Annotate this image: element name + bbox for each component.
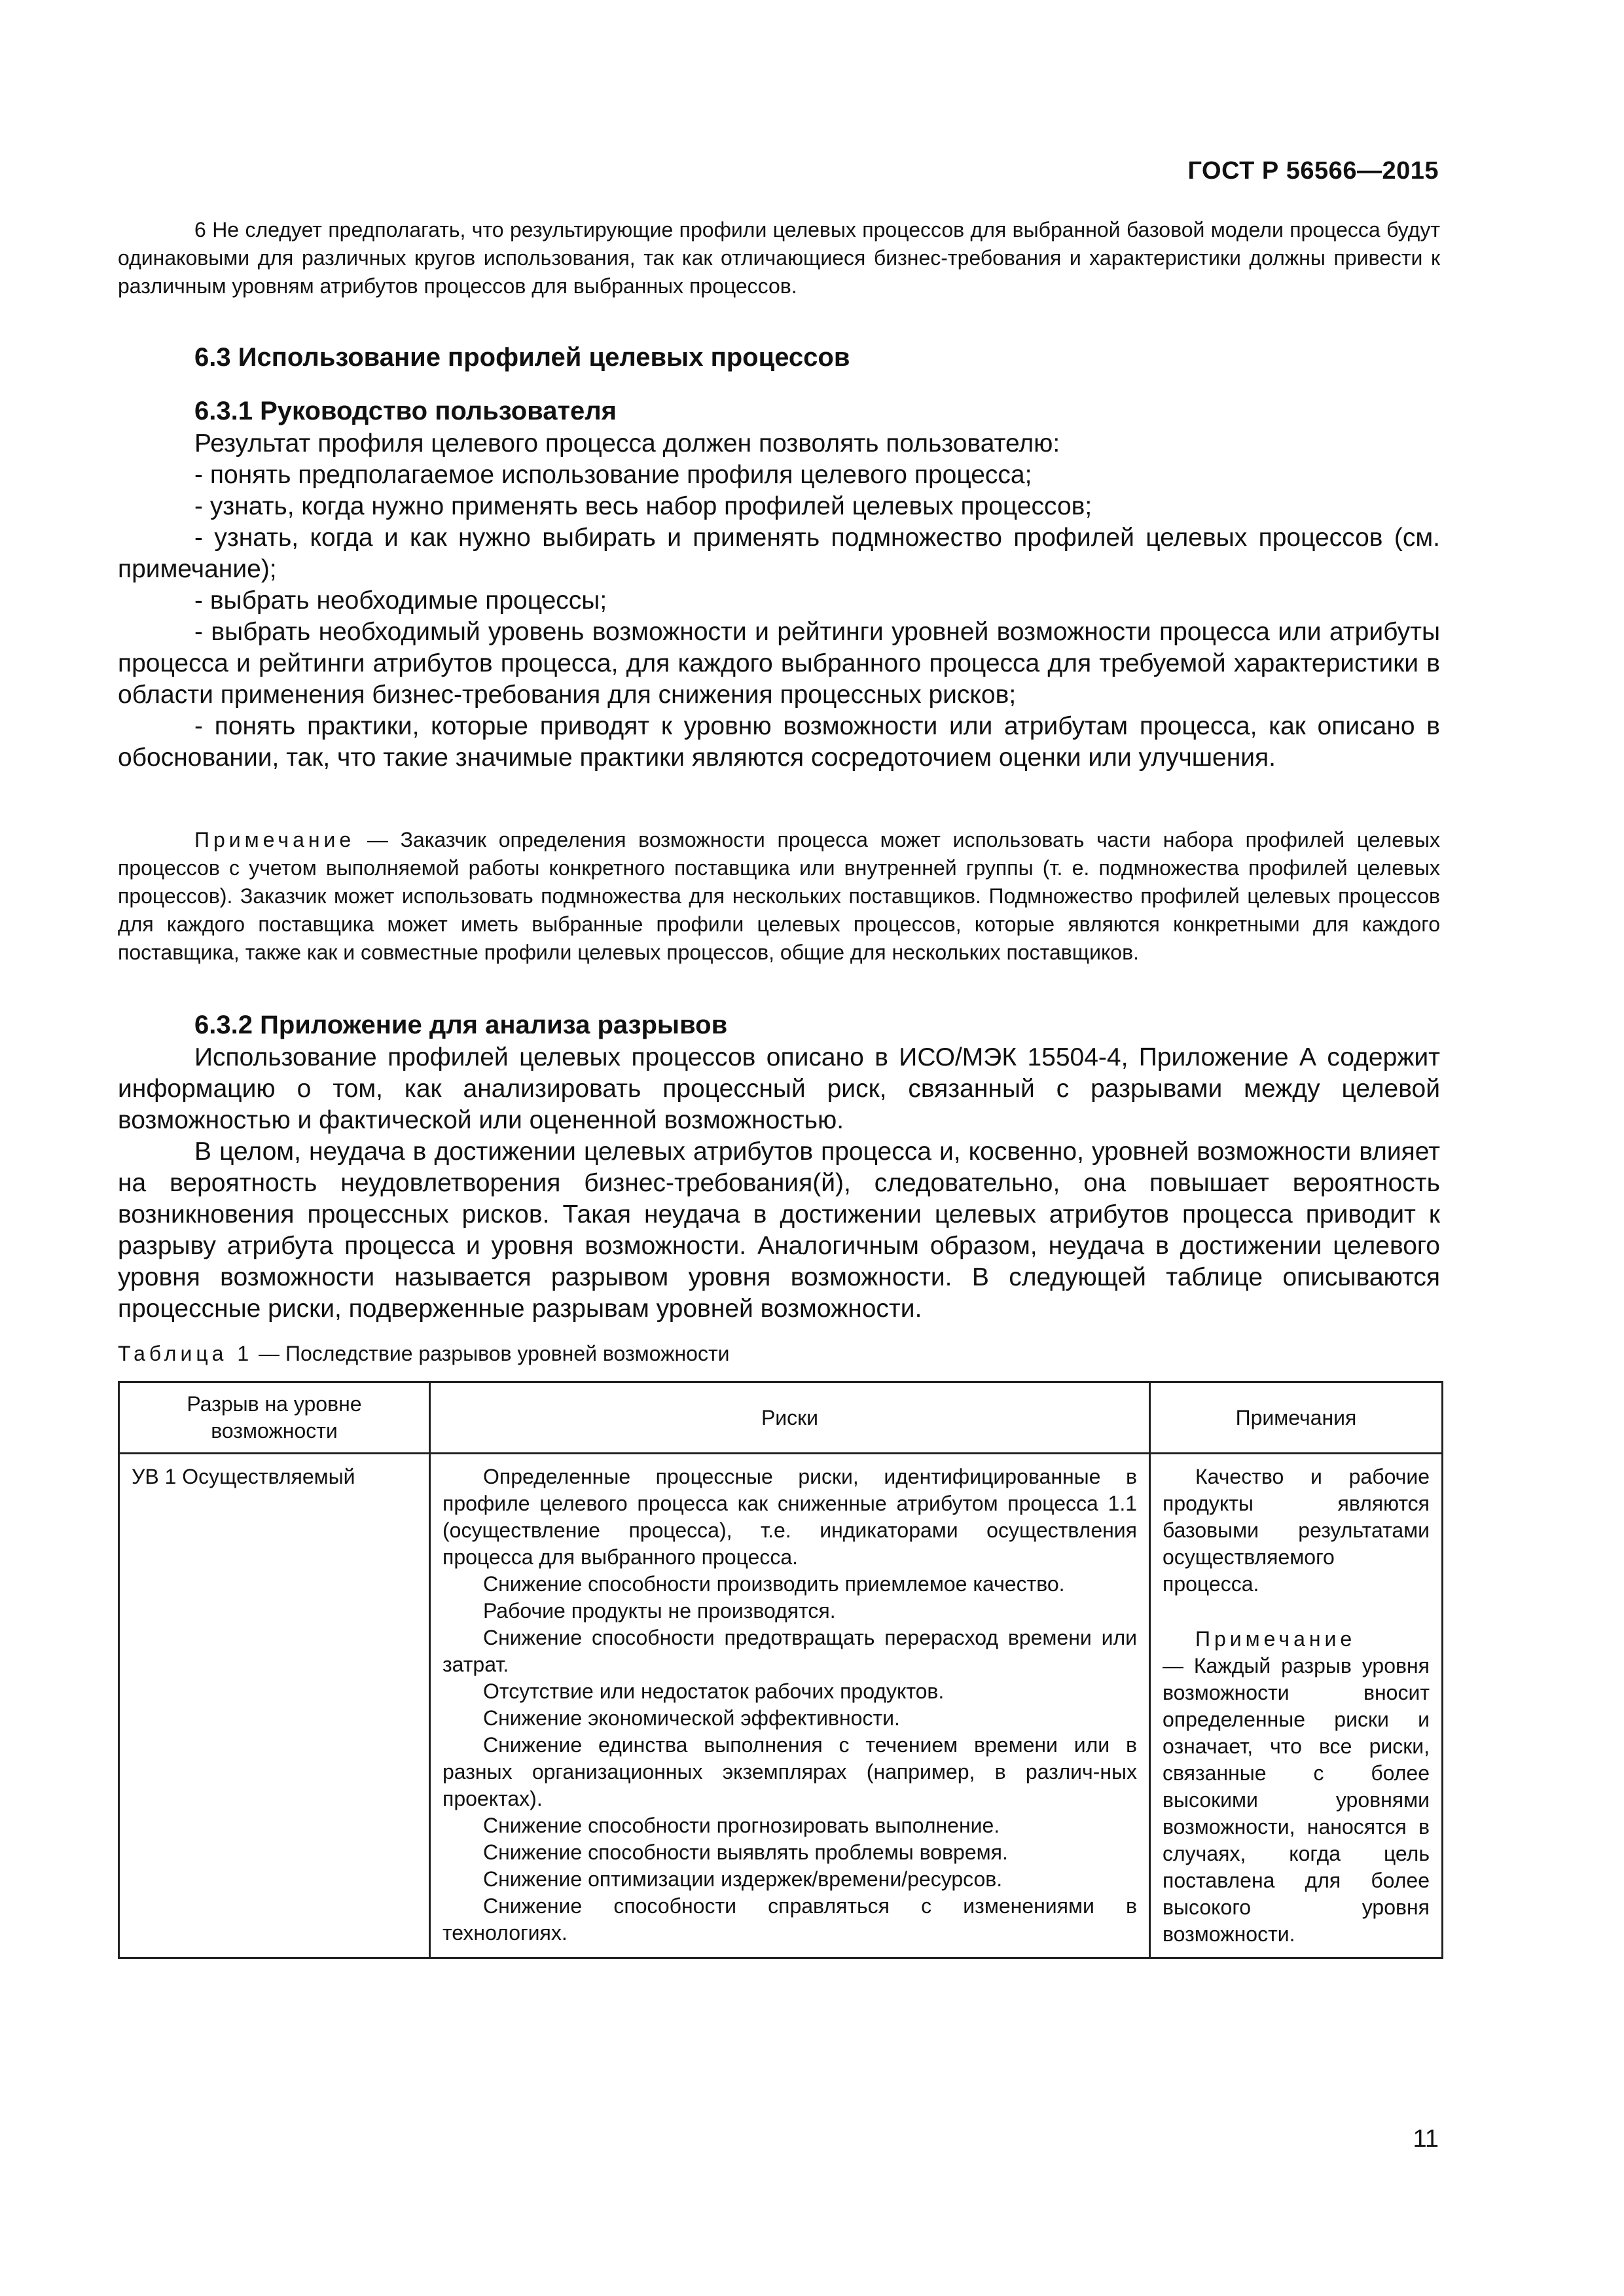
list-item: - узнать, когда нужно применять весь набор профилей целевых процессов;: [194, 492, 1092, 520]
section-6-3-2: [118, 1008, 1440, 1325]
risk-item: Снижение оптимизации издержек/времени/ресурсов.: [483, 1867, 1003, 1891]
risk-item: Снижение способности справляться с изменениями в технологиях.: [442, 1894, 1137, 1945]
section-6-3-2-para1: Использование профилей целевых процессов описано в ИСО/МЭК 15504-4, Приложение А содержит информацию о том, как анализировать процессный риск, связанный с разрывами между целевой возможностью и фактической или оцененной возможностью.: [118, 1043, 1440, 1134]
section-6-3-2-para2: В целом, неудача в достижении целевых атрибутов процесса и, косвенно, уровней возможности влияет на вероятность неудовлетворения бизнес-требования(й), следовательно, она повышает вероятность возникновения процессных рисков. Такая неудача в достижении целевых атрибутов процесса приводит к разрыву атрибута процесса и уровня возможности. Аналогичным образом, неудача в достижении целевого уровня возможности называется разрывом уровня возможности. В следующей таблице описываются процессные риски, подверженные разрывам уровней возможности.: [118, 1138, 1440, 1323]
notes-label: Примечание: [1195, 1627, 1356, 1651]
risk-item: Отсутствие или недостаток рабочих продуктов.: [483, 1679, 945, 1703]
notes-text: Качество и рабочие продукты являются базовыми результатами осуществляемого процесса.: [1163, 1465, 1430, 1596]
list-item: - выбрать необходимые процессы;: [194, 586, 607, 615]
risk-item: Снижение способности предотвращать перерасход времени или затрат.: [442, 1626, 1137, 1676]
section-6-3-1-lead: Результат профиля целевого процесса должен позволять пользователю:: [194, 429, 1060, 457]
list-item: - выбрать необходимый уровень возможности и рейтинги уровней возможности процесса или атрибуты процесса и рейтинги атрибутов процесса, для каждого выбранного процесса для требуемой характеристики в области применения бизнес-требования для снижения процессных рисков;: [118, 618, 1440, 709]
list-item: - понять практики, которые приводят к уровню возможности или атрибутам процесса, как описано в обосновании, так, что такие значимые практики являются сосредоточием оценки или улучшения.: [118, 712, 1440, 772]
section-6-3-1: [118, 394, 1440, 774]
risk-item: Снижение единства выполнения с течением времени или в разных организационных экземплярах (например, в различ-ных проектах).: [442, 1733, 1137, 1810]
standard-number: ГОСТ Р 56566—2015: [1187, 157, 1439, 185]
section-6-3-title: 6.3 Использование профилей целевых процессов: [194, 343, 850, 372]
risk-item: Снижение способности выявлять проблемы вовремя.: [483, 1840, 1008, 1864]
section-6-3-1-note: [118, 826, 1440, 967]
note-paragraph: [118, 826, 1440, 967]
table-caption-label: Таблица 1: [118, 1342, 253, 1365]
intro-note-text: 6 Не следует предполагать, что результирующие профили целевых процессов для выбранной базовой модели процесса будут одинаковыми для различных кругов использования, так как отличающиеся бизнес-требования и характеристики должны привести к различным уровням атрибутов процессов для выбранных процессов.: [118, 218, 1440, 298]
section-6-3-heading-block: [118, 340, 1440, 374]
list-item: - узнать, когда и как нужно выбирать и применять подмножество профилей целевых процессов (см. примечание);: [118, 524, 1440, 583]
risk-item: Снижение экономической эффективности.: [483, 1706, 900, 1730]
gap-level-cell: УВ 1 Осуществляемый: [119, 1454, 430, 1958]
column-header-notes: Примечания: [1150, 1382, 1443, 1454]
column-header-gap: Разрыв на уровне возможности: [119, 1382, 430, 1454]
risk-item: Снижение способности производить приемлемое качество.: [483, 1572, 1065, 1596]
intro-note: [118, 216, 1440, 300]
notes-cell: [1150, 1454, 1443, 1958]
table-caption-text: — Последствие разрывов уровней возможности: [253, 1342, 730, 1365]
column-header-risks: Риски: [430, 1382, 1150, 1454]
section-6-3-2-title: 6.3.2 Приложение для анализа разрывов: [194, 1011, 728, 1039]
note-label: Примечание: [194, 828, 355, 852]
table-row: [119, 1454, 1443, 1958]
risk-item: Снижение способности прогнозировать выполнение.: [483, 1814, 1000, 1837]
table-header-row: [119, 1382, 1443, 1454]
risks-cell: [430, 1454, 1150, 1958]
list-item: - понять предполагаемое использование профиля целевого процесса;: [194, 461, 1032, 489]
table-caption: [118, 1340, 729, 1367]
section-6-3-1-title: 6.3.1 Руководство пользователя: [194, 397, 617, 425]
page-number: 11: [1413, 2125, 1439, 2153]
risk-item: Рабочие продукты не производятся.: [483, 1599, 836, 1623]
risk-item: Определенные процессные риски, идентифицированные в профиле целевого процесса как сниженные атрибутом процесса 1.1 (осуществление процесса), т.е. индикаторами осуществления процесса для выбранного процесса.: [442, 1465, 1137, 1569]
notes-remark: — Каждый разрыв уровня возможности вносит определенные риски и означает, что все риски, связанные с более высокими уровнями возможности, наносятся в случаях, когда цель поставлена для более высокого уровня возможности.: [1163, 1654, 1430, 1946]
note-text: — Заказчик определения возможности процесса может использовать части набора профилей целевых процессов с учетом выполняемой работы конкретного поставщика или внутренней группы (т. е. подмножества профилей целевых процессов). Заказчик может использовать подмножества для нескольких поставщиков. Подмножество профилей целевых процессов для каждого поставщика может иметь выбранные профили целевых процессов, которые являются конкретными для каждого поставщика, также как и совместные профили целевых процессов, общие для нескольких поставщиков.: [118, 828, 1440, 964]
gap-consequences-table: [118, 1381, 1443, 1959]
